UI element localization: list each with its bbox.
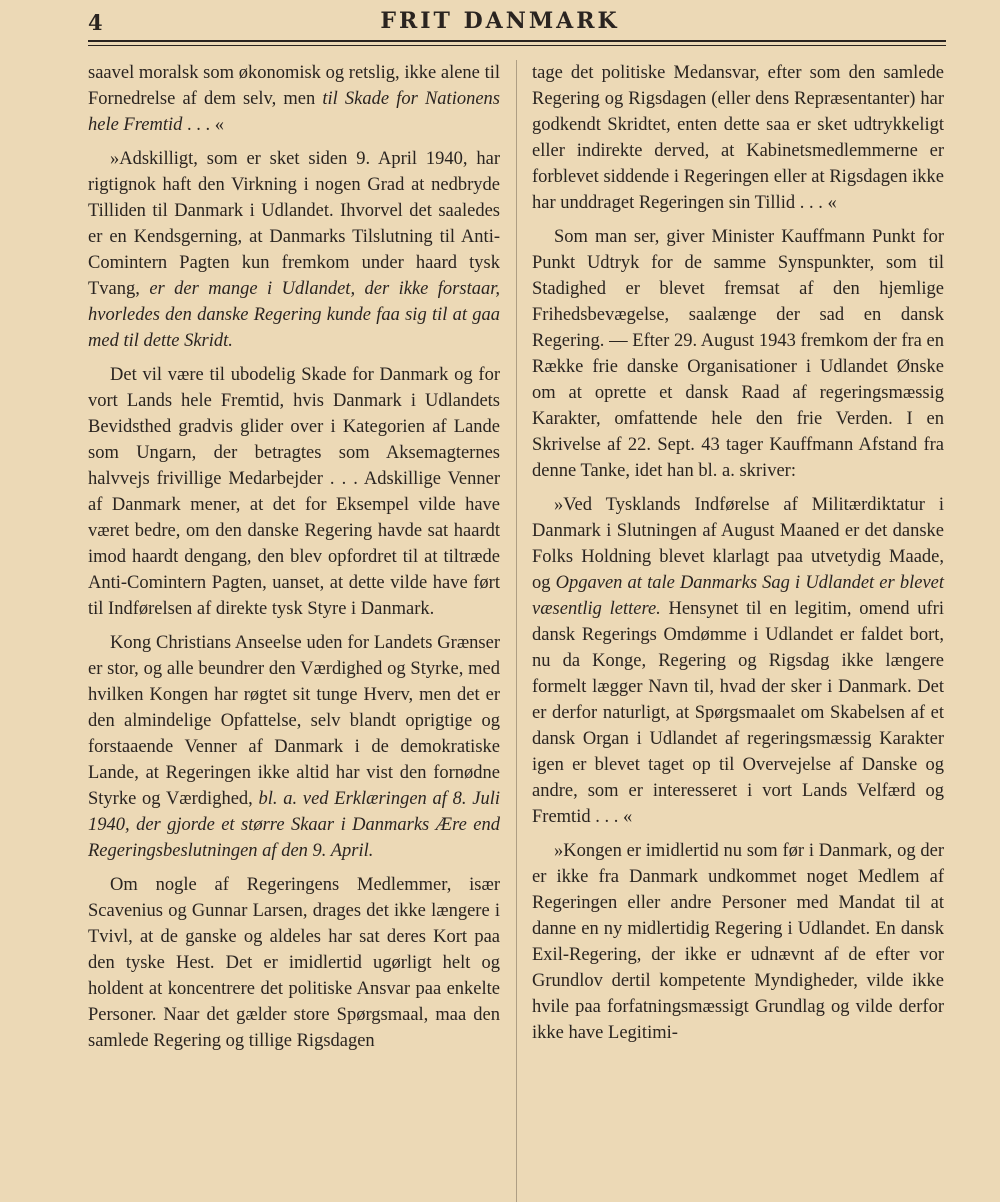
- text-run: Det vil være til ubodelig Skade for Danmark og for vort Lands hele Fremtid, hvis Danmark i Udlandets Bevidsthed gradvis glider over i Kategorien af Lande som Ungarn, der betragtes som Aksemagternes halvvejs frivillige Medarbejder . . . Adskillige Venner af Danmark mener, at det for Eksempel vilde have været bedre, om den danske Regering havde sat haardt imod haardt dengang, den blev opfordret til at tiltræde Anti-Comintern Pagten, uanset, at dette vilde have ført til Indførelsen af direkte tysk Styre i Danmark.: [88, 365, 500, 619]
- italic-text: Opgaven at tale Danmarks Sag i Udlandet er blevet væsentlig lettere.: [532, 573, 945, 619]
- text-run: Kong Christians Anseelse uden for Landets Grænser er stor, og alle beundrer den Værdighed og Styrke, med hvilken Kongen har røgtet sit tunge Hverv, men det er den almindelige Opfattelse, selv blandt oprigtige og forstaaende Venner af Danmark i de demokratiske Lande, at Regeringen ikke altid har vist den fornødne Styrke og Værdighed,: [88, 633, 500, 809]
- italic-text: til Skade for Nationens hele Fremtid: [88, 89, 500, 135]
- text-run: tage det politiske Medansvar, efter som den samlede Regering og Rigsdagen (eller dens Repræsentanter) har godkendt Skridtet, enten dette saa er sket udtrykkeligt eller indirekte derved, at Kabinetsmedlemmerne er forblevet siddende i Regeringen eller at Rigsdagen ikke har unddraget Regeringen sin Tillid . . . «: [532, 63, 944, 213]
- text-run: Som man ser, giver Minister Kauffmann Punkt for Punkt Udtryk for de samme Synspunkter, som til Stadighed er blevet fremsat af den hjemlige Frihedsbevægelse, saalænge der sad en dansk Regering. — Efter 29. August 1943 fremkom der fra en Række frie danske Organisationer i Udlandet Ønske om at oprette et dansk Raad af regeringsmæssig Karakter, omfattende hele den frie Verden. I en Skrivelse af 22. Sept. 43 tager Kauffmann Afstand fra denne Tanke, idet han bl. a. skriver:: [532, 227, 944, 481]
- paragraph: [532, 838, 944, 1046]
- paragraph: [88, 362, 500, 622]
- text-run: . . . «: [182, 115, 224, 135]
- right-column: [532, 60, 944, 1054]
- italic-text: er der mange i Udlandet, der ikke forstaar, hvorledes den danske Regering kunde faa sig til at gaa med til dette Skridt.: [88, 279, 500, 351]
- text-run: saavel moralsk som økonomisk og retslig, ikke alene til Fornedrelse af dem selv, men: [88, 63, 500, 109]
- paragraph: [532, 492, 944, 830]
- paragraph: [532, 60, 944, 216]
- italic-text: bl. a. ved Erklæringen af 8. Juli 1940, der gjorde et større Skaar i Danmarks Ære end Regeringsbeslutningen af den 9. April.: [88, 789, 500, 861]
- paragraph: [532, 224, 944, 484]
- left-column: [88, 60, 500, 1062]
- header-rule-thin: [88, 45, 946, 46]
- header-rule: [88, 40, 946, 42]
- paragraph: [88, 60, 500, 138]
- paragraph: [88, 630, 500, 864]
- paragraph: [88, 146, 500, 354]
- text-run: »Adskilligt, som er sket siden 9. April 1940, har rigtignok haft den Virkning i nogen Grad at nedbryde Tilliden til Danmark i Udlandet. Ihvorvel det saaledes er en Kendsgerning, at Danmarks Tilslutning til Anti-Comintern Pagten kun fremkom under haard tysk Tvang,: [88, 149, 500, 299]
- text-run: »Ved Tysklands Indførelse af Militærdiktatur i Danmark i Slutningen af August Maaned er det danske Folks Holdning blevet klarlagt paa utvetydig Maade, og: [532, 495, 944, 593]
- page-number: 4: [88, 10, 103, 35]
- masthead-title: FRIT DANMARK: [380, 8, 620, 34]
- text-run: »Kongen er imidlertid nu som før i Danmark, og der er ikke fra Danmark undkommet noget Medlem af Regeringen eller andre Personer med Mandat til at danne en ny midlertidig Regering i Udlandet. En dansk Exil-Regering, der ikke er udnævnt af de efter vor Grundlov dertil kompetente Myndigheder, vilde ikke hvile paa forfatningsmæssigt Grundlag og vilde derfor ikke have Legitimi-: [532, 841, 944, 1043]
- text-run: Om nogle af Regeringens Medlemmer, især Scavenius og Gunnar Larsen, drages det ikke længere i Tvivl, at de ganske og aldeles har sat deres Kort paa den tyske Hest. Det er imidlertid ugørligt helt og holdent at koncentrere det politiske Ansvar paa enkelte Personer. Naar det gælder store Spørgsmaal, maa den samlede Regering og tillige Rigsdagen: [88, 875, 500, 1051]
- text-run: Hensynet til en legitim, omend ufri dansk Regerings Omdømme i Udlandet er faldet bort, nu da Konge, Regering og Rigsdag ikke længere formelt lægger Navn til, hvad der sker i Danmark. Det er derfor naturligt, at Spørgsmaalet om Skabelsen af et dansk Organ i Udlandet af regeringsmæssig Karakter igen er blevet taget op til Overvejelse af Danske og andre, som er interesseret i vort Lands Velfærd og Fremtid . . . «: [532, 599, 944, 827]
- column-divider: [516, 60, 517, 1202]
- paragraph: [88, 872, 500, 1054]
